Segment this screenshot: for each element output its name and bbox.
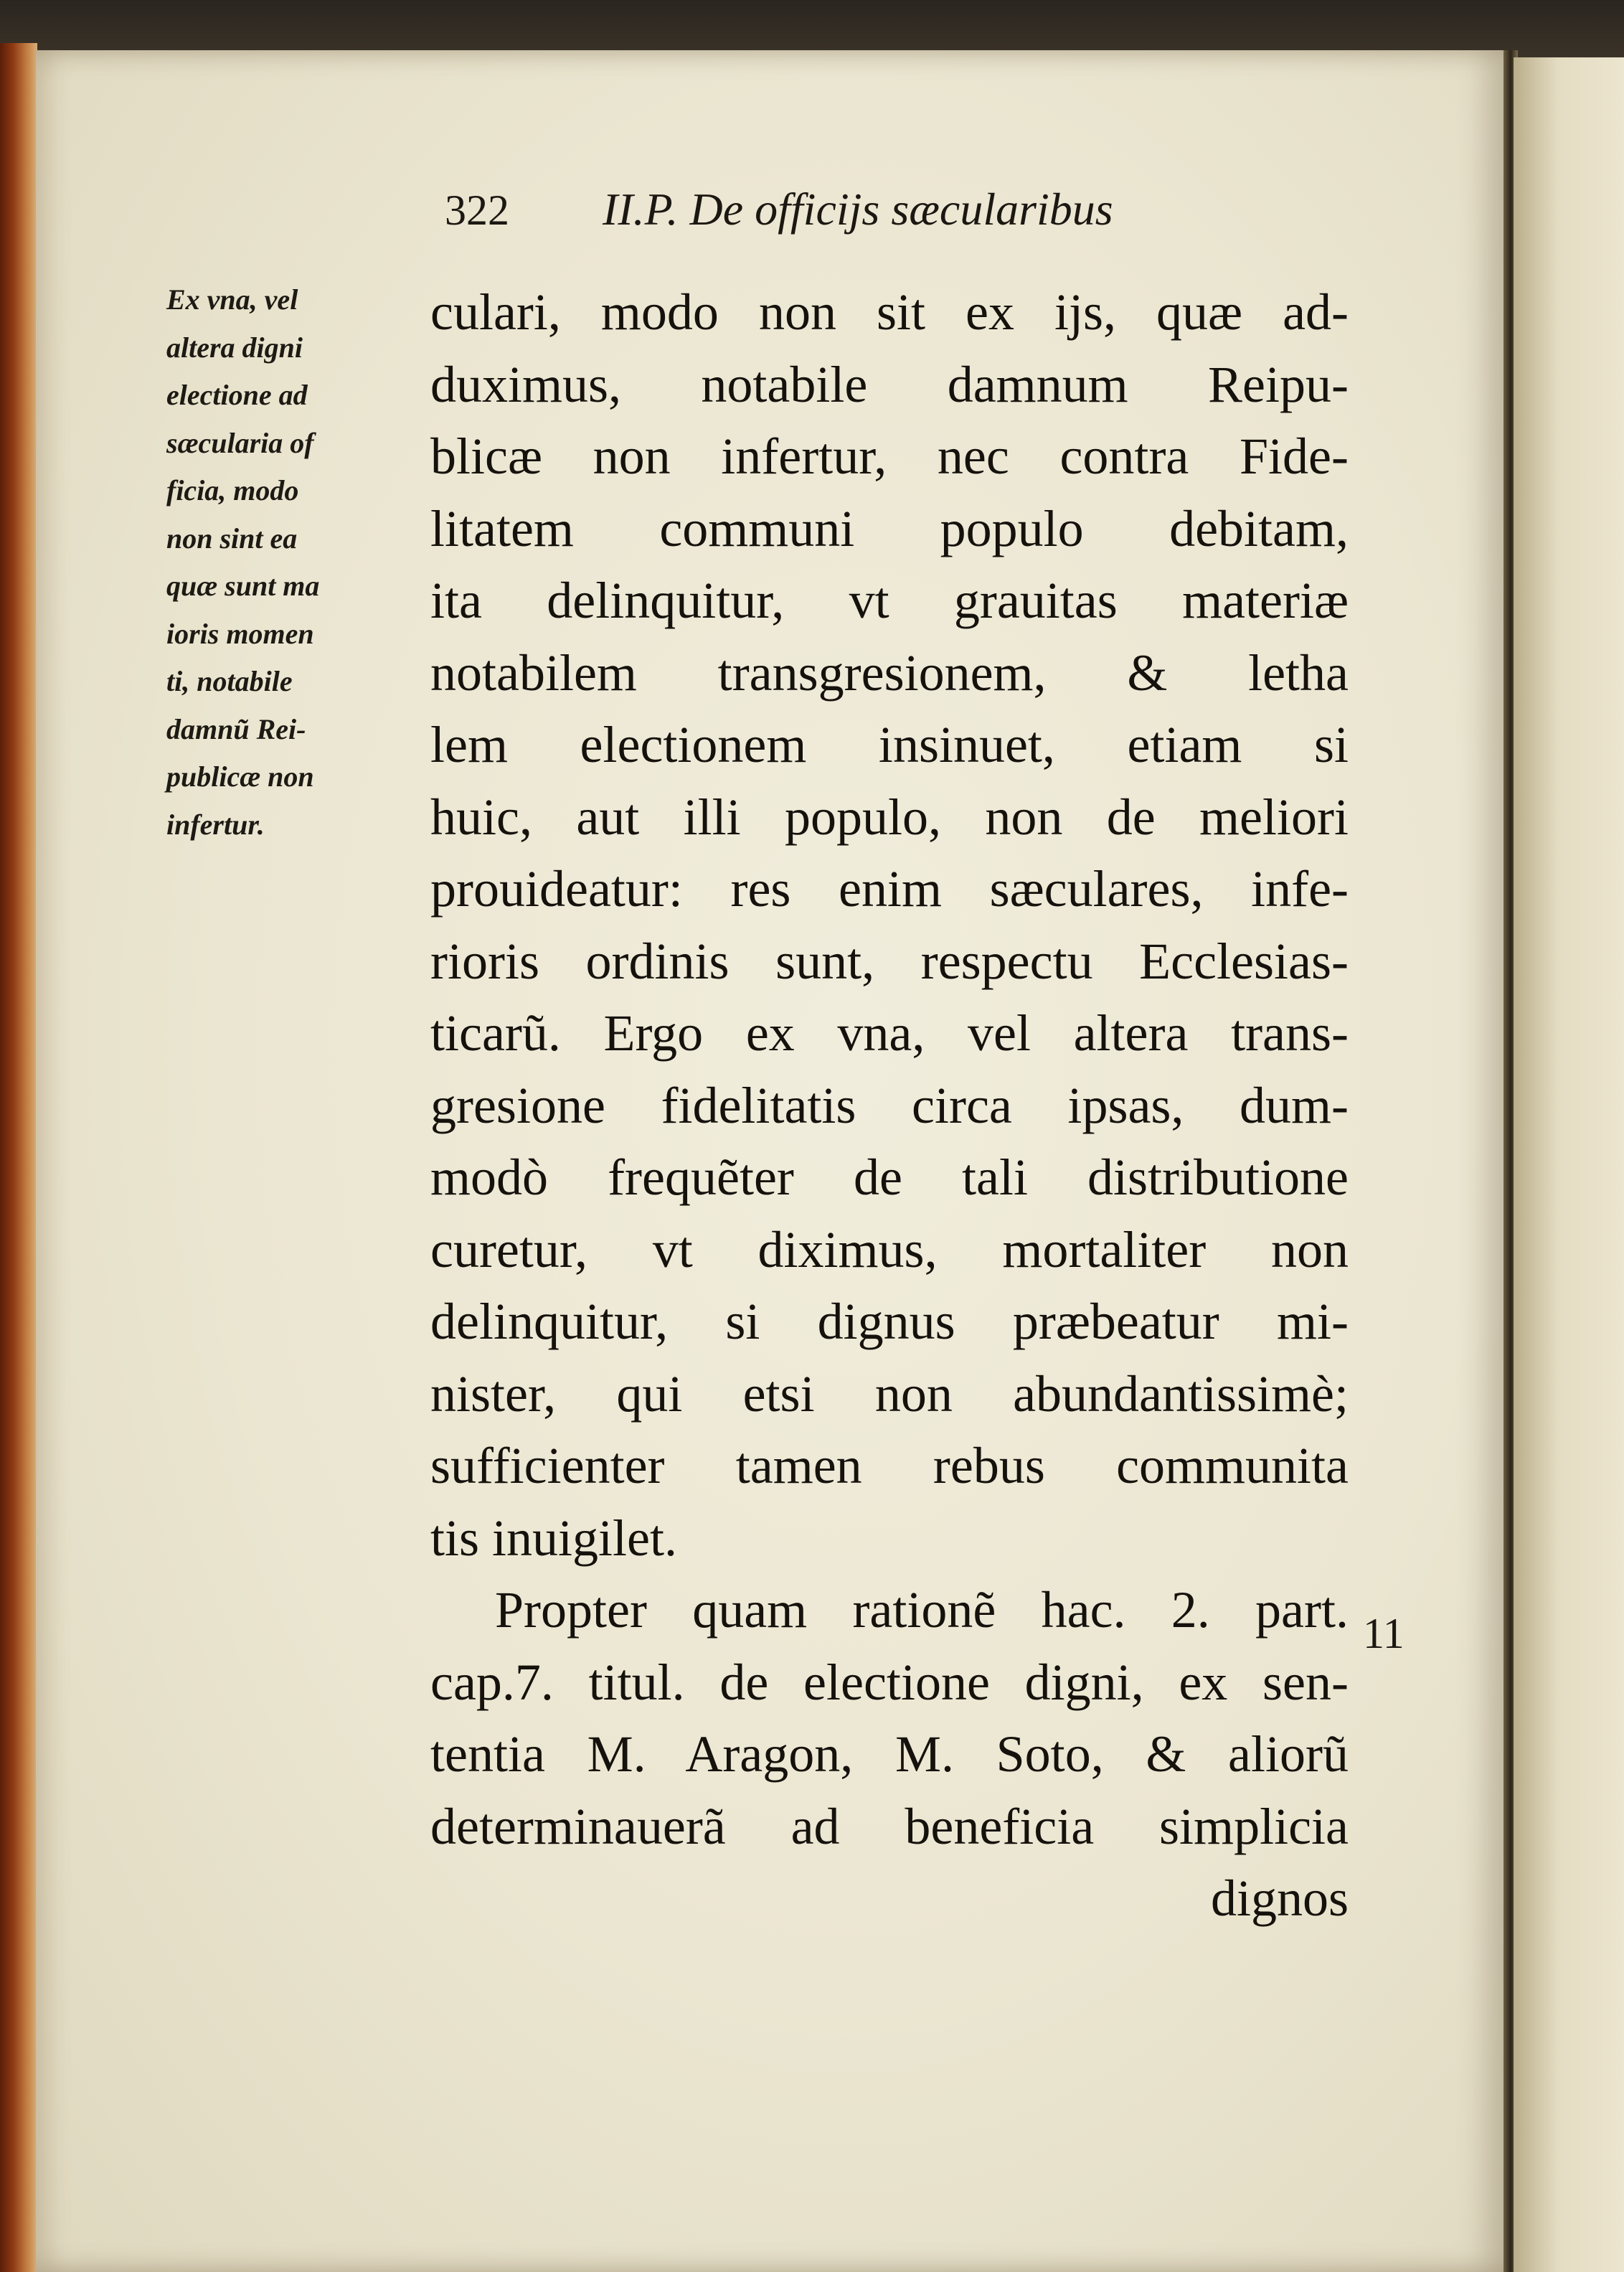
margin-note-line: damnũ Rei-	[166, 712, 306, 745]
text-line: determinauerã ad beneficia simplicia	[430, 1797, 1349, 1855]
text-line: prouideatur: res enim sæculares, infe-	[430, 860, 1349, 918]
margin-note-line: sæcularia of	[166, 426, 314, 459]
text-line: modò frequẽter de tali distributione	[430, 1149, 1349, 1206]
text-line: delinquitur, si dignus præbeatur mi-	[430, 1293, 1349, 1350]
text-line: nister, qui etsi non abundantissimè;	[430, 1364, 1349, 1423]
text-line: rioris ordinis sunt, respectu Ecclesias-	[430, 932, 1349, 990]
margin-note-line: publicæ non	[166, 760, 314, 793]
margin-note-line: non sint ea	[166, 522, 298, 555]
body-text	[430, 276, 1349, 1935]
margin-note-line: quæ sunt ma	[166, 570, 320, 602]
text-line: tis inuigilet.	[430, 1509, 678, 1567]
book-edge	[0, 43, 37, 2272]
margin-reference-number: 11	[1363, 1610, 1405, 1657]
margin-note	[166, 276, 425, 849]
text-line: litatem communi populo debitam,	[430, 499, 1349, 557]
running-header	[445, 183, 1349, 248]
text-line: huic, aut illi populo, non de meliori	[430, 788, 1349, 846]
text-line: culari, modo non sit ex ijs, quæ ad-	[430, 283, 1349, 341]
text-line: gresione fidelitatis circa ipsas, dum-	[430, 1076, 1349, 1134]
text-line: notabilem transgresionem, & letha	[430, 644, 1349, 702]
facing-page-edge	[1514, 57, 1624, 2272]
page-number: 322	[445, 187, 509, 234]
text-line: curetur, vt diximus, mortaliter non	[430, 1220, 1349, 1278]
margin-note-line: Ex vna, vel	[166, 283, 298, 316]
margin-note-line: electione ad	[166, 379, 308, 411]
background-top	[0, 0, 1624, 57]
margin-note-line: altera digni	[166, 331, 303, 364]
text-line: blicæ non infertur, nec contra Fide-	[430, 428, 1349, 485]
text-line: ticarũ. Ergo ex vna, vel altera trans-	[430, 1004, 1349, 1062]
text-line: ita delinquitur, vt grauitas materiæ	[430, 572, 1349, 629]
text-line: duximus, notabile damnum Reipu-	[430, 355, 1349, 413]
text-line: lem electionem insinuet, etiam si	[430, 716, 1349, 773]
text-line: Propter quam rationẽ hac. 2. part.	[495, 1581, 1349, 1639]
margin-note-line: ti, notabile	[166, 665, 293, 697]
margin-note-line: infertur.	[166, 808, 265, 841]
text-line: cap.7. titul. de electione digni, ex sen-	[430, 1653, 1349, 1711]
catchword: dignos	[1210, 1870, 1349, 1927]
margin-note-line: ficia, modo	[166, 474, 299, 506]
running-title: II.P. De officijs sæcularibus	[603, 184, 1113, 235]
margin-note-line: ioris momen	[166, 617, 314, 650]
text-line: sufficienter tamen rebus communita	[430, 1437, 1349, 1494]
text-line: tentia M. Aragon, M. Soto, & aliorũ	[430, 1725, 1349, 1783]
